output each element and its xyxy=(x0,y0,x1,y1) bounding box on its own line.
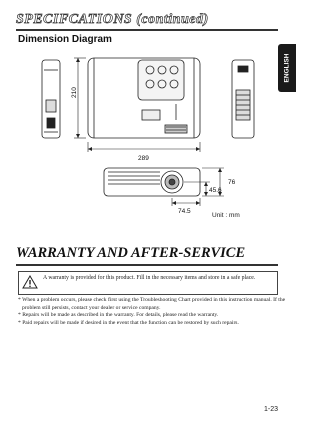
lens-height-label: 45.6 xyxy=(209,187,222,194)
list-item: * Repairs will be made as described in the warranty. For details, please read the warranty. xyxy=(18,312,219,319)
width-label: 289 xyxy=(138,155,149,162)
list-item: * When a problem occurs, please check first using the Troubleshooting Chart provided in this instruction manual. If the problem still persists, contact your dealer or service company. xyxy=(18,297,286,311)
lens-offset-label: 74.5 xyxy=(178,208,191,215)
warranty-title: WARRANTY AND AFTER-SERVICE xyxy=(16,245,246,261)
depth-label: 210 xyxy=(71,87,78,98)
warning-icon xyxy=(22,275,38,289)
warranty-bullets xyxy=(18,297,286,327)
dimension-heading: Dimension Diagram xyxy=(18,34,112,45)
projector-side-view-left xyxy=(42,60,60,138)
warranty-notice-text: A warranty is provided for this product. Fill in the necessary items and store in a safe place. xyxy=(43,275,256,281)
warranty-notice-box xyxy=(18,271,278,295)
page-header-title: SPECIFCATIONS (continued) xyxy=(16,12,209,27)
list-item: * Paid repairs will be made if desired in the event that the function can be restored by such repairs. xyxy=(18,319,239,326)
projector-top-view xyxy=(88,58,200,138)
projector-side-view-right xyxy=(232,60,254,138)
language-tab-label: ENGLISH xyxy=(283,53,291,83)
page-number: 1-23 xyxy=(264,406,279,413)
height-label: 76 xyxy=(228,179,236,186)
unit-note: Unit : mm xyxy=(212,212,240,219)
warranty-rule xyxy=(16,264,278,266)
